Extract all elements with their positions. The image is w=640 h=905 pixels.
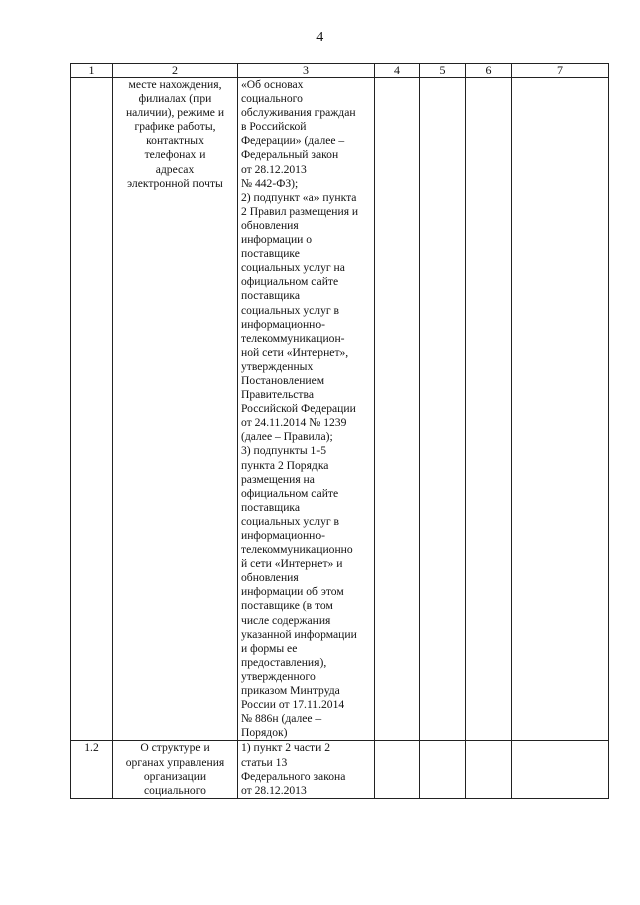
header-col-3: 3 [238, 64, 375, 78]
header-col-6: 6 [466, 64, 512, 78]
header-col-2: 2 [113, 64, 238, 78]
header-col-7: 7 [512, 64, 609, 78]
header-col-5: 5 [420, 64, 466, 78]
header-col-1: 1 [71, 64, 113, 78]
col-6-cell [466, 741, 512, 798]
col-5-cell [420, 741, 466, 798]
table-row [71, 741, 609, 798]
table-row [71, 78, 609, 741]
legal-basis-cell: «Об основах социального обслуживания граждан в Российской Федерации» (далее – Федеральный закон от 28.12.2013 № 442-ФЗ); 2) подпункт «а» пункта 2 Правил размещения и обновления информации о поставщике социальных услуг на официальном сайте поставщика социальных услуг в информационно- телекоммуникацион- ной сети «Интернет», утвержденных Постановлением Правительства Российской Федерации от 24.11.2014 № 1239 (далее – Правила); 3) подпункты 1-5 пункта 2 Порядка размещения на официальном сайте поставщика социальных услуг в информационно- телекоммуникационно й сети «Интернет» и обновления информации об этом поставщике (в том числе содержания указанной информации и формы ее предоставления), утвержденного приказом Минтруда России от 17.11.2014 № 886н (далее – Порядок) [238, 78, 375, 741]
col-4-cell [375, 78, 420, 741]
col-6-cell [466, 78, 512, 741]
col-5-cell [420, 78, 466, 741]
col-4-cell [375, 741, 420, 798]
col-7-cell [512, 78, 609, 741]
requirements-table [70, 63, 609, 799]
header-col-4: 4 [375, 64, 420, 78]
page-number: 4 [316, 30, 324, 45]
row-number-cell [71, 78, 113, 741]
table-header-row [71, 64, 609, 78]
info-subject-cell: О структуре и органах управления организации социального [113, 741, 238, 798]
info-subject-cell: месте нахождения, филиалах (при наличии), режиме и графике работы, контактных телефонах и адресах электронной почты [113, 78, 238, 741]
legal-basis-cell: 1) пункт 2 части 2 статьи 13 Федерального закона от 28.12.2013 [238, 741, 375, 798]
col-7-cell [512, 741, 609, 798]
row-number-cell: 1.2 [71, 741, 113, 798]
